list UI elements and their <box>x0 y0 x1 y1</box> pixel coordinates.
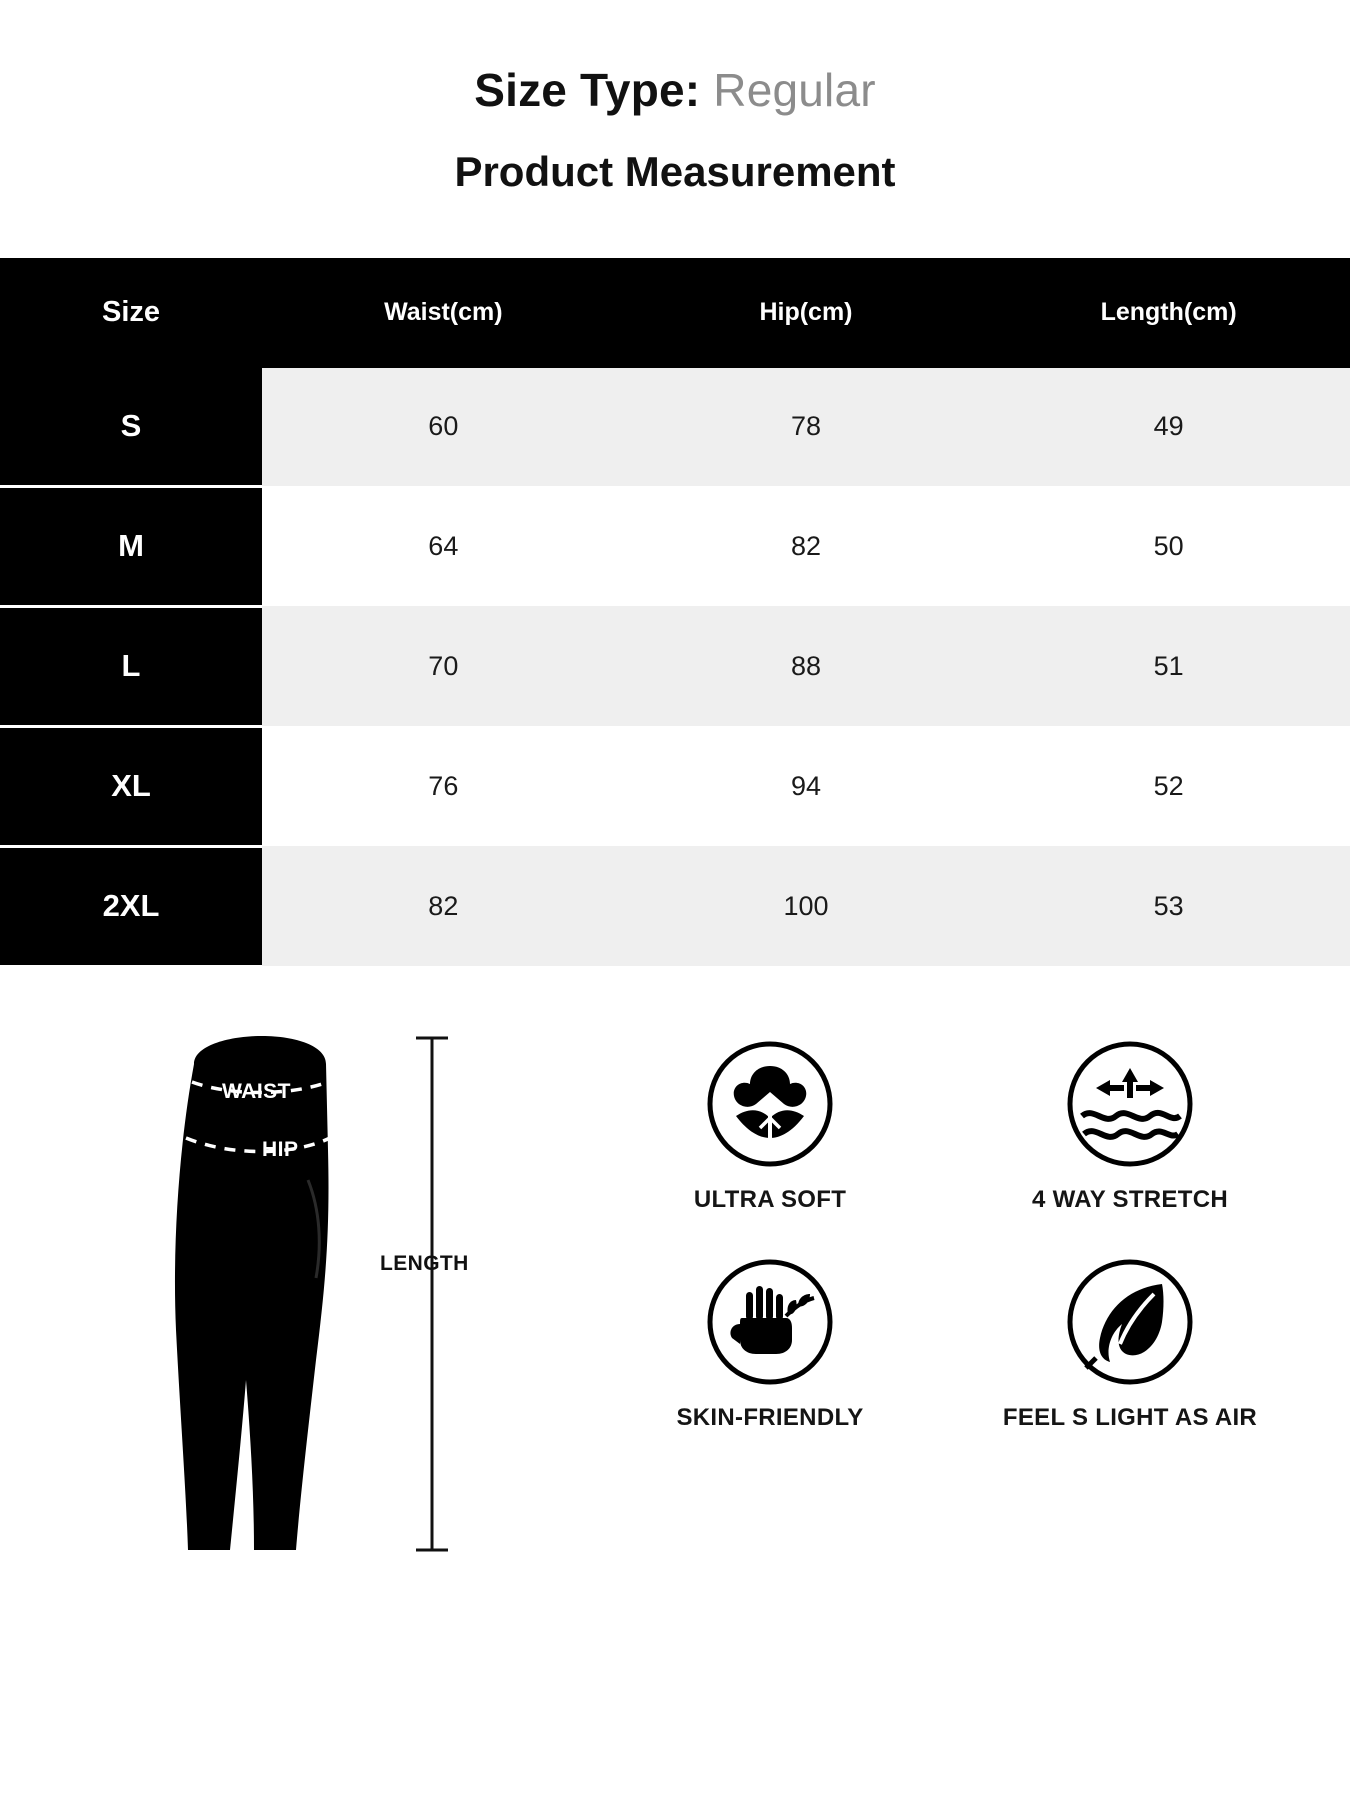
feature-label: ULTRA SOFT <box>693 1185 847 1213</box>
lower-section <box>0 1020 1350 1600</box>
hip-label: HIP <box>262 1137 299 1161</box>
four-way-stretch-icon <box>1066 1040 1194 1168</box>
feature-skin-friendly <box>590 1258 950 1432</box>
feature-label: SKIN-FRIENDLY <box>676 1403 864 1431</box>
table-body <box>0 368 1350 967</box>
table-header <box>0 258 1350 368</box>
table-header-row <box>0 258 1350 368</box>
feature-ultra-soft <box>590 1040 950 1214</box>
cell-size: L <box>0 606 262 726</box>
table-row <box>0 726 1350 846</box>
table-row <box>0 368 1350 487</box>
feature-grid <box>560 1020 1350 1432</box>
feature-light-as-air <box>950 1258 1310 1432</box>
size-type-value: Regular <box>713 64 876 116</box>
feature-label: FEEL S LIGHT AS AIR <box>1002 1403 1258 1431</box>
cell-length: 50 <box>987 486 1350 606</box>
skin-friendly-hand-icon <box>706 1258 834 1386</box>
cell-length: 53 <box>987 846 1350 966</box>
feature-4-way-stretch <box>950 1040 1310 1214</box>
cell-length: 49 <box>987 368 1350 487</box>
size-chart-table-wrapper <box>0 258 1350 968</box>
cell-hip: 94 <box>625 726 988 846</box>
cell-hip: 100 <box>625 846 988 966</box>
column-header-size: Size <box>101 296 161 328</box>
cell-size: M <box>0 486 262 606</box>
cell-length: 52 <box>987 726 1350 846</box>
feature-label: 4 WAY STRETCH <box>1032 1185 1228 1213</box>
cell-waist: 76 <box>262 726 625 846</box>
cell-size: XL <box>0 726 262 846</box>
cell-size: S <box>0 368 262 487</box>
cotton-flower-icon <box>706 1040 834 1168</box>
cell-waist: 82 <box>262 846 625 966</box>
cell-hip: 78 <box>625 368 988 487</box>
page-header <box>0 0 1350 196</box>
leggings-illustration-icon <box>150 1030 490 1590</box>
size-type-label: Size Type: <box>474 64 701 116</box>
table-row <box>0 846 1350 966</box>
table-row <box>0 486 1350 606</box>
column-header-length: Length(cm) <box>1100 298 1237 326</box>
column-header-waist: Waist(cm) <box>384 298 503 326</box>
feather-light-icon <box>1066 1258 1194 1386</box>
size-type-heading <box>0 62 1350 120</box>
cell-hip: 82 <box>625 486 988 606</box>
cell-waist: 60 <box>262 368 625 487</box>
cell-hip: 88 <box>625 606 988 726</box>
measurement-diagram <box>0 1020 560 1600</box>
column-header-hip: Hip(cm) <box>759 298 853 326</box>
page-title: Product Measurement <box>454 147 896 195</box>
table-row <box>0 606 1350 726</box>
size-chart-table <box>0 258 1350 968</box>
length-label: LENGTH <box>380 1251 469 1275</box>
cell-length: 51 <box>987 606 1350 726</box>
cell-waist: 70 <box>262 606 625 726</box>
waist-label: WAIST <box>222 1079 291 1103</box>
cell-size: 2XL <box>0 846 262 966</box>
cell-waist: 64 <box>262 486 625 606</box>
